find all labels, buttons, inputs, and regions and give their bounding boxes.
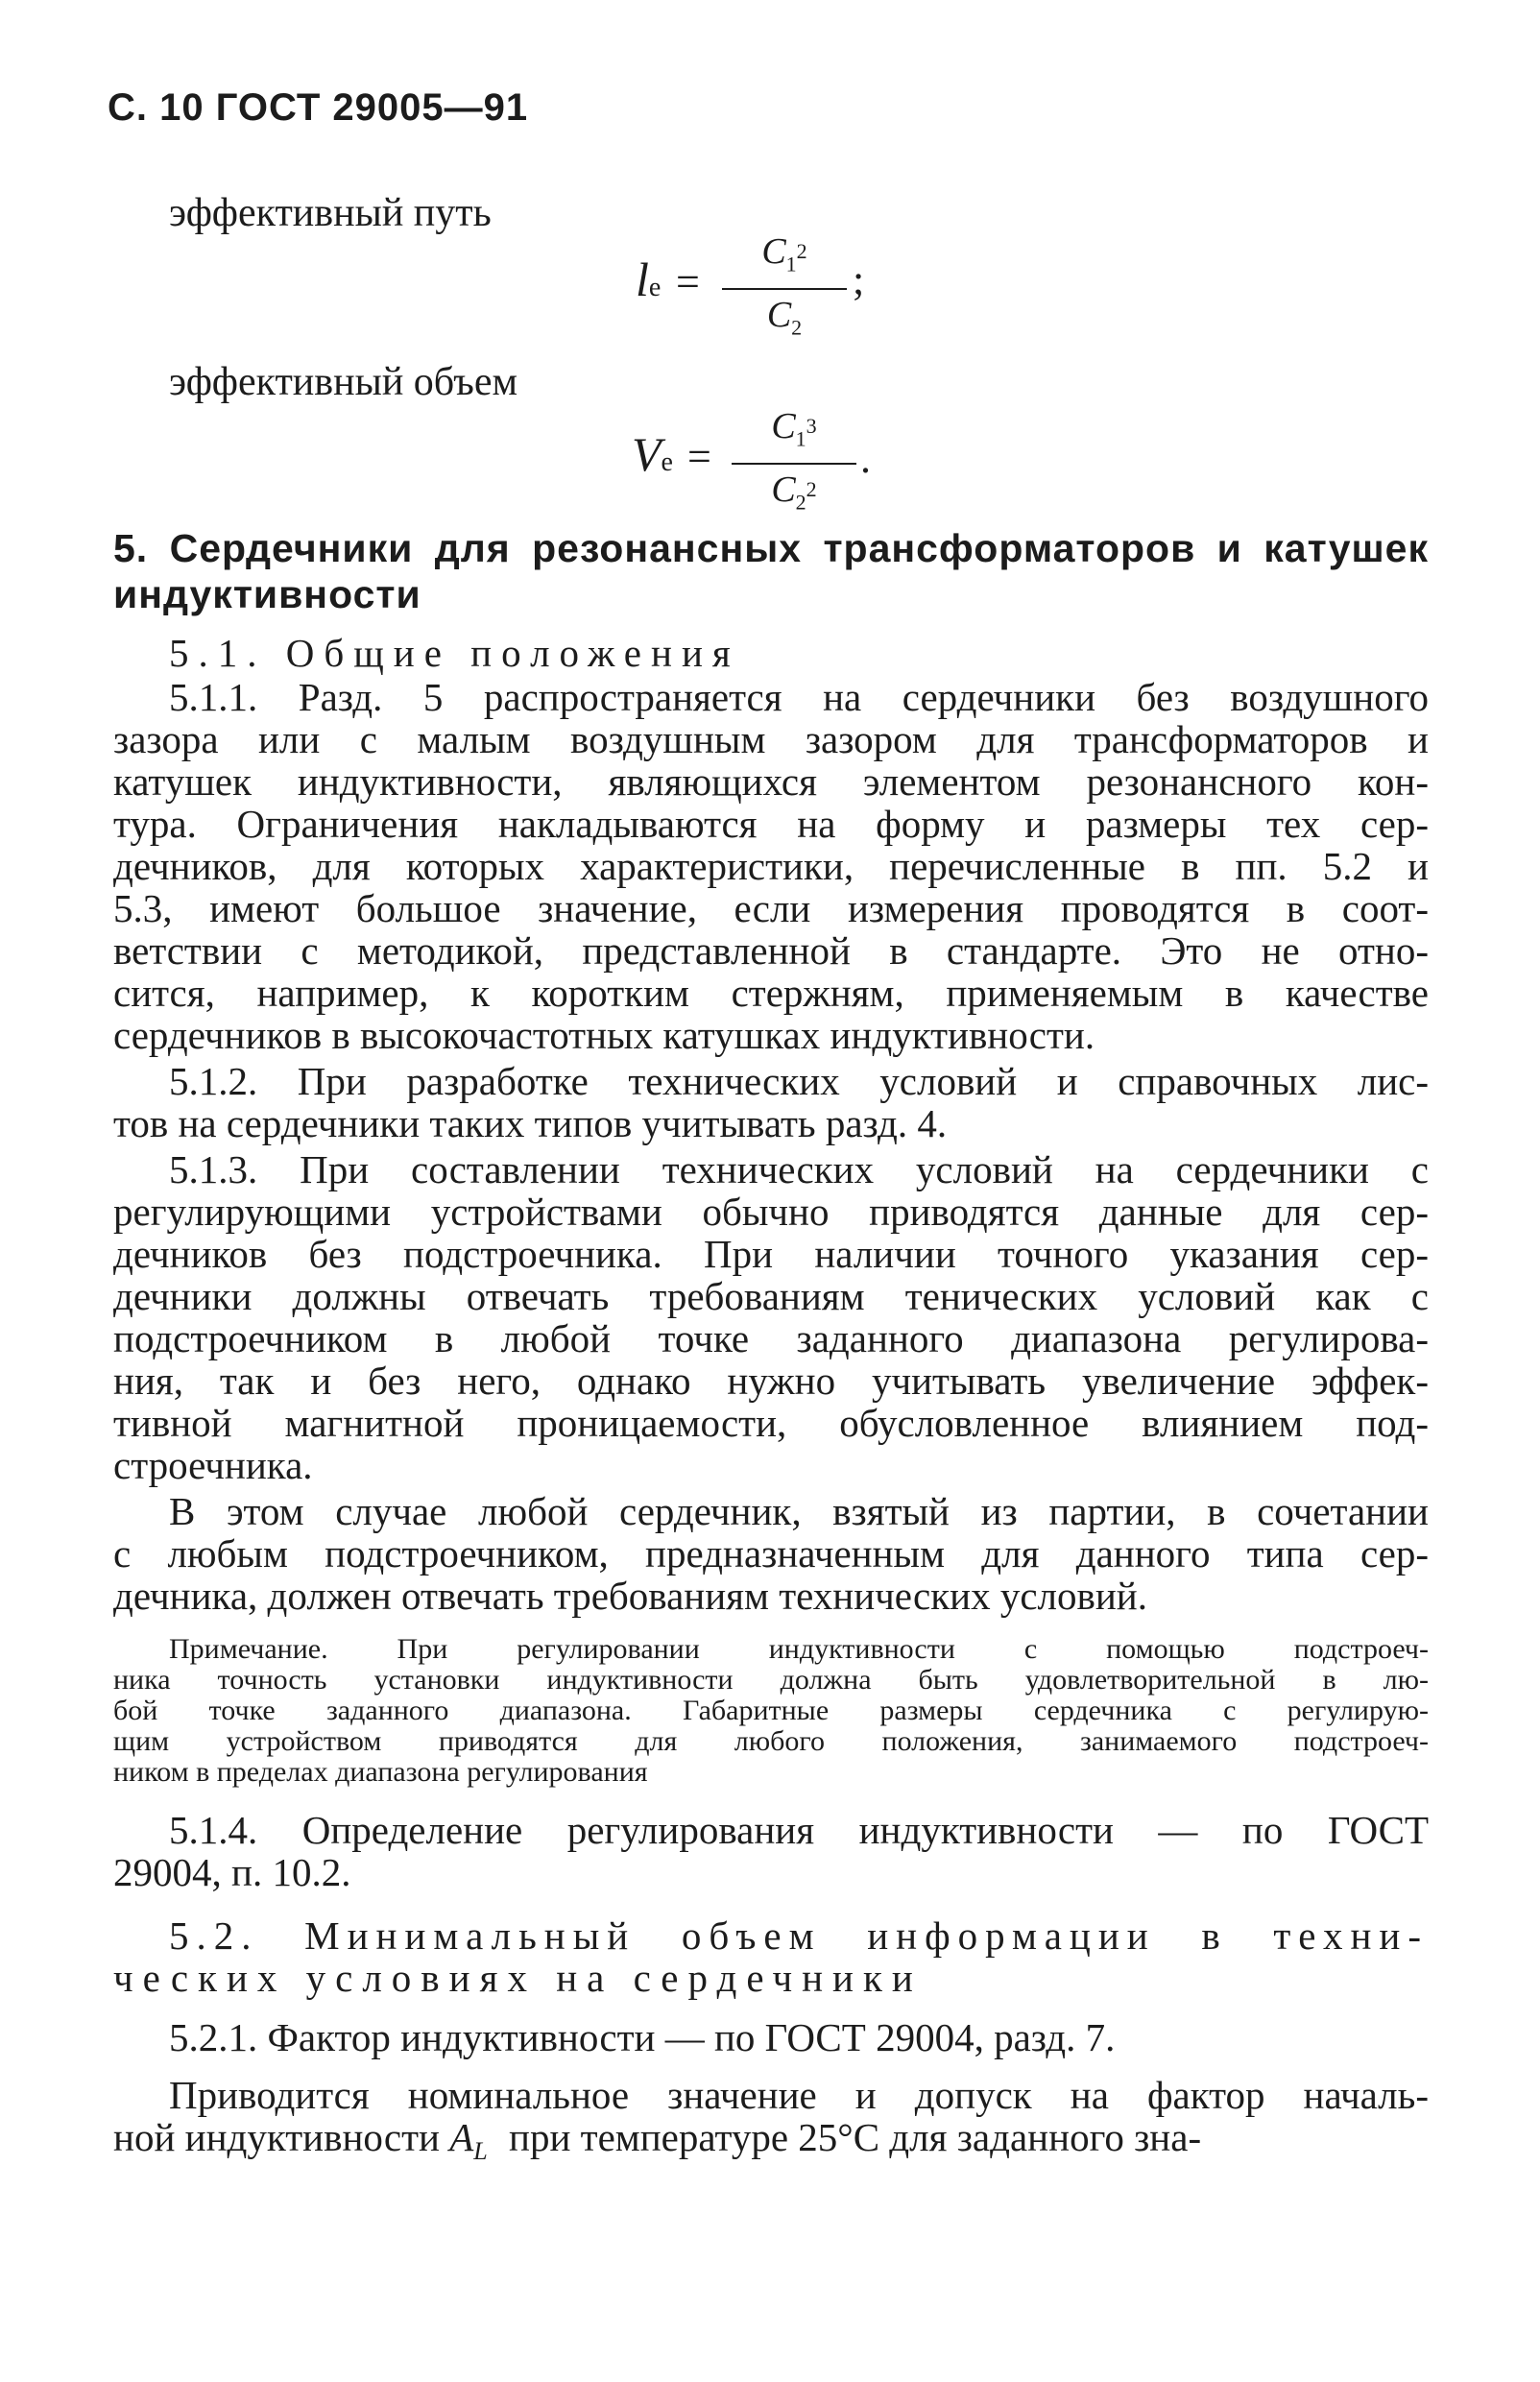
p513-line: строечника. [113,1443,313,1487]
p513-line: подстроечником в любой точке заданного диапазона регулирова- [113,1316,1429,1360]
volume-den-sub: 2 [795,490,806,515]
path-num-sup: 2 [796,239,807,263]
effective-volume-label: эффективный объем [169,360,518,404]
note-line: ника точность установки индуктивности должна быть удовлетворительной в лю- [113,1664,1429,1696]
volume-num-sub: 1 [795,426,806,451]
note-line: щим устройством приводятся для любого положения, занимаемого подстроеч- [113,1725,1429,1757]
p511-line: зазора или с малым воздушным зазором для трансформаторов и [113,717,1429,761]
p512-line: 5.1.2. При разработке технических условий и справочных лис- [169,1059,1429,1103]
p511-line: тура. Ограничения накладываются на форму и размеры тех сер- [113,802,1429,846]
p521b-line-2 [113,2116,1201,2173]
subsection-5-1-heading: 5.1. Общие положения [169,631,740,675]
p511-line: 5.1.1. Разд. 5 распространяется на сердечники без воздушного [169,675,1429,719]
page-header: С. 10 ГОСТ 29005—91 [108,86,529,129]
p513b-line: В этом случае любой сердечник, взятый из партии, в сочетании [169,1489,1429,1533]
p511-line: катушек индуктивности, являющихся элементом резонансного кон- [113,759,1429,804]
path-equals: = [676,258,700,305]
p514-line: 5.1.4. Определение регулирования индуктивности — по ГОСТ [169,1808,1429,1852]
subsection-5-2-heading-cont: ческих условиях на сердечники [113,1956,923,2000]
path-fraction [722,230,847,349]
p511-line: 5.3, имеют большое значение, если измерения проводятся в соот- [113,886,1429,930]
p513-line: дечники должны отвечать требованиям тенических условий как с [113,1274,1429,1318]
volume-equals: = [687,433,711,480]
p521: 5.2.1. Фактор индуктивности — по ГОСТ 29004, разд. 7. [169,2015,1116,2059]
volume-fraction-bar [732,463,856,465]
path-numerator: C [761,231,786,272]
section-5-title-line-2: индуктивности [113,572,421,616]
subsection-5-2-heading: 5.2. Минимальный объем информации в техни- [169,1913,1429,1958]
note-line: бой точке заданного диапазона. Габаритные размеры сердечника с регулирую- [113,1695,1429,1726]
al-symbol [449,2115,488,2166]
note-line: ником в пределах диапазона регулирования [113,1756,648,1788]
path-num-sub: 1 [785,252,797,277]
path-den-sub: 2 [791,315,803,340]
volume-period: . [860,435,871,482]
path-denominator: C [766,294,792,335]
volume-den-sup: 2 [806,476,817,501]
effective-path-label: эффективный путь [169,191,492,235]
volume-fraction [732,405,856,523]
volume-symbol-sub: e [661,447,673,477]
path-semicolon: ; [853,256,865,303]
p513-line: ния, так и без него, однако нужно учитывать увеличение эффек- [113,1359,1429,1403]
p521b-text-b: при температуре 25°С для заданного зна- [509,2115,1202,2159]
p512-line: тов на сердечники таких типов учитывать разд. 4. [113,1101,948,1145]
p511-line: дечников, для которых характеристики, перечисленные в пп. 5.2 и [113,844,1429,888]
p521b-line: Приводится номинальное значение и допуск на фактор началь- [169,2073,1429,2117]
volume-num-sup: 3 [806,414,817,438]
p513-line: 5.1.3. При составлении технических условий на сердечники с [169,1147,1429,1191]
path-symbol: l [636,253,649,306]
p521b-text-a: ной индуктивности [113,2115,440,2159]
p513-line: регулирующими устройствами обычно приводятся данные для сер- [113,1190,1429,1234]
p511-line: сится, например, к коротким стержням, применяемым в качестве [113,971,1429,1015]
volume-denominator: C [771,469,796,510]
note-line: Примечание. При регулировании индуктивности с помощью подстроеч- [169,1633,1429,1665]
p514-line: 29004, п. 10.2. [113,1850,351,1894]
al-letter: A [449,2115,474,2159]
p513b-line: дечника, должен отвечать требованиям технических условий. [113,1574,1147,1618]
volume-symbol: V [632,427,662,481]
effective-volume-formula [632,426,673,482]
p513-line: тивной магнитной проницаемости, обусловленное влиянием под- [113,1401,1429,1445]
path-fraction-bar [722,288,847,290]
p511-line: ветствии с методикой, представленной в стандарте. Это не отно- [113,928,1429,973]
path-symbol-sub: e [648,273,662,302]
al-sub: L [473,2137,488,2166]
p511-line: сердечников в высокочастотных катушках индуктивности. [113,1013,1095,1057]
p513b-line: с любым подстроечником, предназначенным для данного типа сер- [113,1531,1429,1576]
effective-path-formula [636,252,661,307]
section-5-title-line-1: 5. Сердечники для резонансных трансформаторов и катушек [113,526,1429,570]
p513-line: дечников без подстроечника. При наличии точного указания сер- [113,1232,1429,1276]
volume-numerator: C [771,406,796,446]
